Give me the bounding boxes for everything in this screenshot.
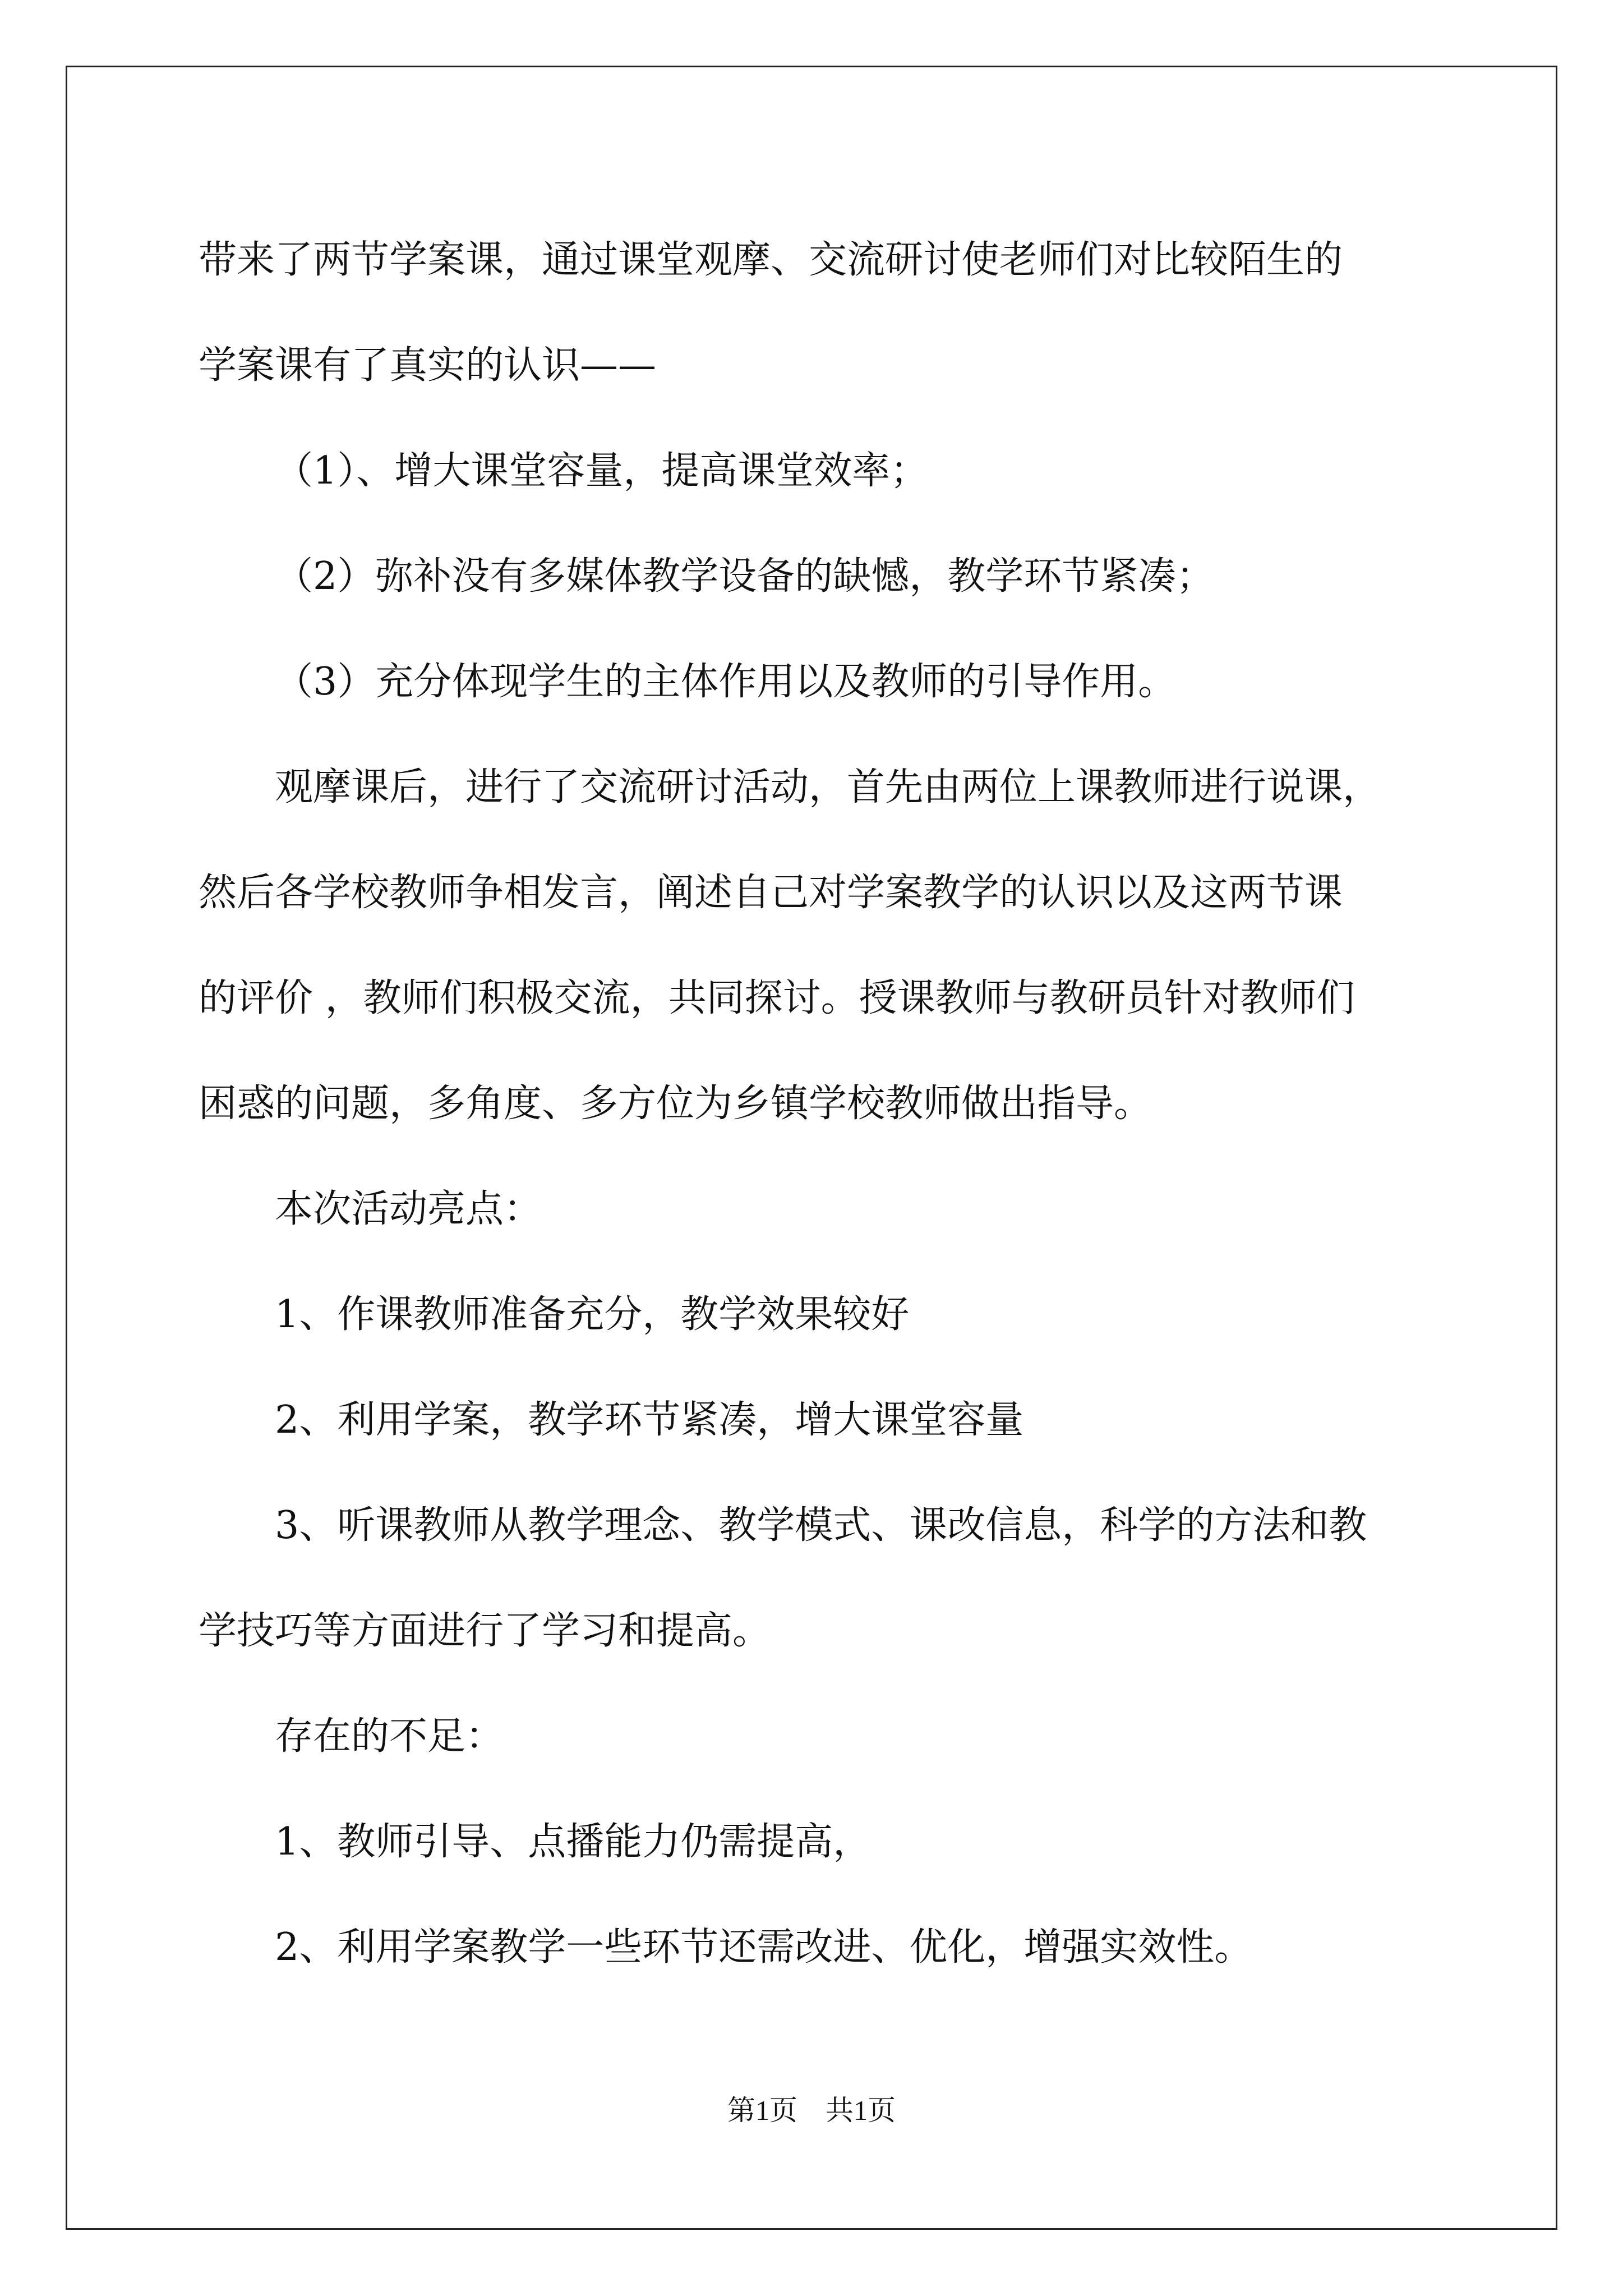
text-line-6: 观摩课后，进行了交流研讨活动，首先由两位上课教师进行说课， — [275, 765, 1381, 809]
text-line-1: 带来了两节学案课，通过课堂观摩、交流研讨使老师们对比较陌生的 — [199, 238, 1343, 282]
text-line-15: 存在的不足： — [275, 1714, 504, 1759]
text-line-17: 2、利用学案教学一些环节还需改进、优化，增强实效性。 — [275, 1925, 1253, 1970]
text-line-16: 1、教师引导、点播能力仍需提高， — [275, 1820, 872, 1864]
text-line-14: 学技巧等方面进行了学习和提高。 — [199, 1609, 771, 1653]
text-line-2: 学案课有了真实的认识—— — [199, 343, 657, 388]
text-line-8: 的评价 ，教师们积极交流，共同探讨。授课教师与教研员针对教师们 — [199, 976, 1355, 1020]
text-line-13: 3、听课教师从教学理念、教学模式、课改信息，科学的方法和教 — [275, 1503, 1367, 1548]
text-line-4: （2）弥补没有多媒体教学设备的缺憾，教学环节紧凑； — [275, 554, 1215, 599]
text-line-7: 然后各学校教师争相发言，阐述自己对学案教学的认识以及这两节课 — [199, 871, 1343, 915]
text-line-5: （3）充分体现学生的主体作用以及教师的引导作用。 — [275, 660, 1177, 704]
document-body — [199, 208, 1444, 2000]
text-line-10: 本次活动亮点： — [275, 1187, 542, 1231]
text-line-12: 2、利用学案，教学环节紧凑，增大课堂容量 — [275, 1398, 1024, 1442]
page-number-footer: 第1页 共1页 — [727, 2095, 896, 2126]
text-line-3: （1）、增大课堂容量，提高课堂效率； — [275, 449, 929, 493]
text-line-11: 1、作课教师准备充分，教学效果较好 — [275, 1292, 910, 1337]
text-line-9: 困惑的问题，多角度、多方位为乡镇学校教师做出指导。 — [199, 1082, 1152, 1126]
